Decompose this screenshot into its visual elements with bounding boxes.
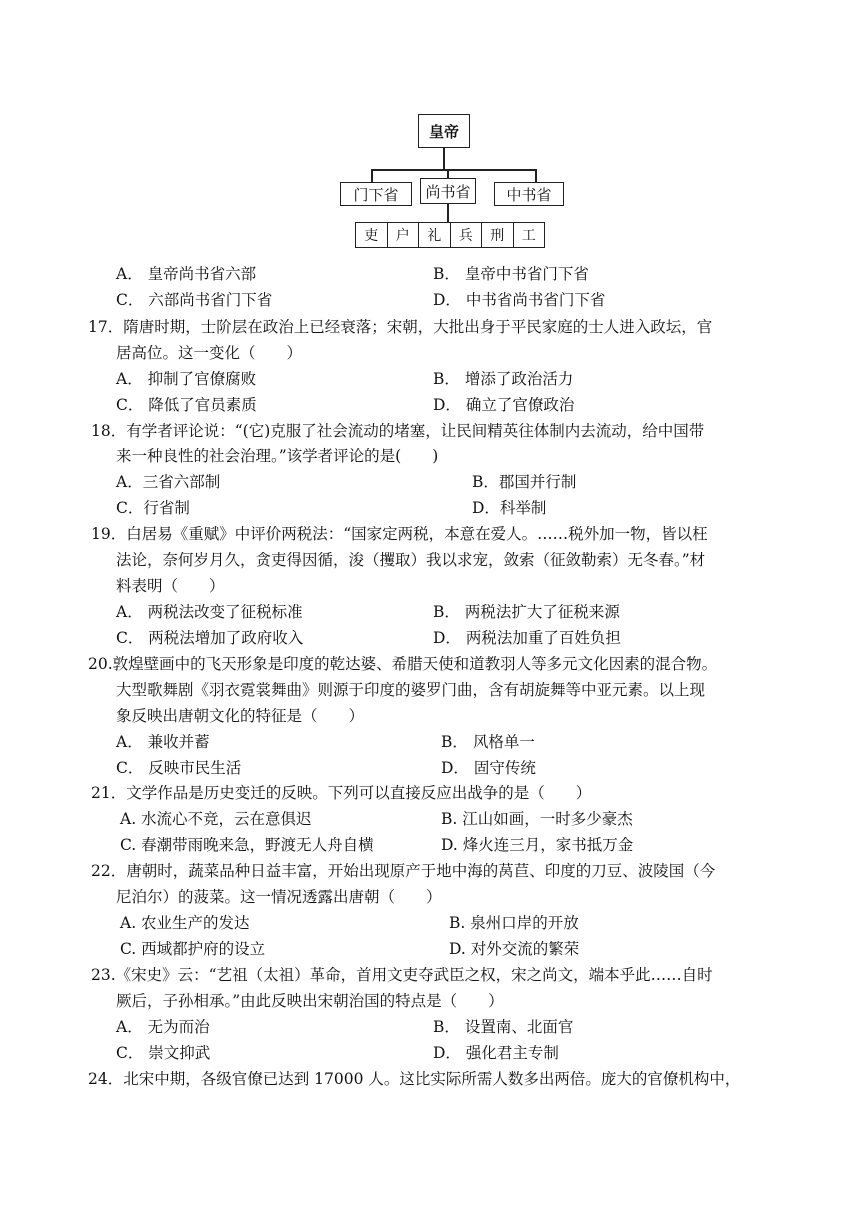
- q17-option-c: C． 降低了官员素质: [116, 396, 257, 414]
- q19-option-d: D． 两税法加重了百姓负担: [433, 629, 621, 647]
- q20-stem-line-3: 象反映出唐朝文化的特征是（ ）: [116, 707, 365, 725]
- diagram-ministry-li: 吏: [364, 228, 379, 244]
- q24-stem-line-1: 24．北宋中期，各级官僚已达到 17000 人。这比实际所需人数多出两倍。庞大的官僚机构中，: [88, 1070, 741, 1088]
- q16-option-d: D． 中书省尚书省门下省: [433, 291, 606, 309]
- q16-option-b: B． 皇帝中书省门下省: [433, 265, 589, 283]
- org-chart-diagram: [0, 0, 860, 260]
- q16-option-c: C． 六部尚书省门下省: [116, 291, 273, 309]
- diagram-connector: [535, 169, 537, 183]
- diagram-six-ministries: [355, 222, 545, 248]
- diagram-emperor-box: 皇帝: [418, 114, 470, 148]
- q16-option-a: A． 皇帝尚书省六部: [116, 265, 257, 283]
- q23-option-c: C． 崇文抑武: [116, 1044, 211, 1062]
- diagram-menxia-box: 门下省: [340, 182, 412, 206]
- q21-option-c: C. 春潮带雨晚来急，野渡无人舟自横: [120, 836, 374, 854]
- q17-stem-line-1: 17．隋唐时期，士阶层在政治上已经衰落；宋朝，大批出身于平民家庭的士人进入政坛，官: [88, 318, 713, 336]
- q19-option-a: A． 两税法改变了征税标准: [116, 603, 303, 621]
- q18-option-a: A．三省六部制: [116, 473, 221, 491]
- q18-option-d: D．科举制: [472, 499, 547, 517]
- q18-stem-line-1: 18．有学者评论说：“(它)克服了社会流动的堵塞，让民间精英往体制内去流动，给中国带: [91, 422, 705, 440]
- q23-option-b: B． 设置南、北面官: [433, 1018, 574, 1036]
- q19-stem-line-1: 19．白居易《重赋》中评价两税法：“国家定两税，本意在爱人。……税外加一物，皆以枉: [91, 525, 708, 543]
- diagram-connector: [371, 169, 536, 171]
- q18-stem-line-2: 来一种良性的社会治理。”该学者评论的是( ): [116, 447, 439, 465]
- q22-option-c: C. 西域都护府的设立: [120, 940, 266, 958]
- diagram-ministry-war: 兵: [450, 223, 482, 247]
- q22-stem-line-1: 22．唐朝时，蔬菜品种日益丰富，开始出现原产于地中海的莴苣、印度的刀豆、波陵国（今: [91, 862, 716, 880]
- q22-option-d: D. 对外交流的繁荣: [449, 940, 580, 958]
- q21-stem-line-1: 21．文学作品是历史变迁的反映。下列可以直接反应出战争的是（ ）: [91, 784, 592, 802]
- diagram-shangshu-box: 尚书省: [420, 178, 476, 204]
- q19-option-c: C． 两税法增加了政府收入: [116, 629, 304, 647]
- q23-stem-line-2: 厥后，子孙相承。”由此反映出宋朝治国的特点是（ ）: [116, 992, 504, 1010]
- q18-option-c: C．行省制: [116, 499, 190, 517]
- q21-option-d: D. 烽火连三月，家书抵万金: [441, 836, 634, 854]
- q21-option-b: B. 江山如画，一时多少豪杰: [441, 810, 633, 828]
- q19-stem-line-2: 法论，奈何岁月久，贪吏得因循，浚（攫取）我以求宠，敛索（征敛勒索）无冬春。”材: [116, 551, 706, 569]
- q20-option-d: D． 固守传统: [441, 759, 536, 777]
- q19-stem-line-3: 料表明（ ）: [116, 577, 225, 595]
- q20-stem-line-2: 大型歌舞剧《羽衣霓裳舞曲》则源于印度的婆罗门曲，含有胡旋舞等中亚元素。以上现: [116, 681, 706, 699]
- q23-stem-line-1: 23.《宋史》云：“艺祖（太祖）革命，首用文吏夺武臣之权，宋之尚文，端本乎此……自时: [91, 966, 713, 984]
- q23-option-a: A． 无为而治: [116, 1018, 210, 1036]
- q17-option-b: B． 增添了政治活力: [433, 370, 574, 388]
- q17-option-d: D． 确立了官僚政治: [433, 396, 575, 414]
- q20-option-b: B． 风格单一: [441, 733, 535, 751]
- q20-option-c: C． 反映市民生活: [116, 759, 242, 777]
- q20-stem-line-1: 20.敦煌壁画中的飞天形象是印度的乾达婆、希腊天使和道教羽人等多元文化因素的混合物。: [88, 655, 718, 673]
- diagram-ministry-hu: 户: [387, 223, 419, 247]
- diagram-ministry-justice: 刑: [481, 223, 513, 247]
- q22-option-b: B. 泉州口岸的开放: [449, 914, 579, 932]
- q21-option-a: A. 水流心不竞，云在意俱迟: [120, 810, 312, 828]
- diagram-connector: [371, 169, 373, 183]
- diagram-ministry-works: 工: [513, 223, 545, 247]
- diagram-connector: [443, 148, 445, 170]
- q23-option-d: D． 强化君主专制: [433, 1044, 559, 1062]
- diagram-zhongshu-box: 中书省: [494, 182, 564, 206]
- q17-stem-line-2: 居高位。这一变化（ ）: [116, 344, 303, 362]
- diagram-connector: [447, 204, 449, 222]
- q18-option-b: B．郡国并行制: [472, 473, 577, 491]
- q19-option-b: B． 两税法扩大了征税来源: [433, 603, 620, 621]
- q20-option-a: A． 兼收并蓄: [116, 733, 210, 751]
- q22-option-a: A. 农业生产的发达: [120, 914, 250, 932]
- q22-stem-line-2: 尼泊尔）的菠菜。这一情况透露出唐朝（ ）: [116, 888, 442, 906]
- diagram-ministry-rites: 礼: [418, 223, 450, 247]
- q17-option-a: A． 抑制了官僚腐败: [116, 370, 257, 388]
